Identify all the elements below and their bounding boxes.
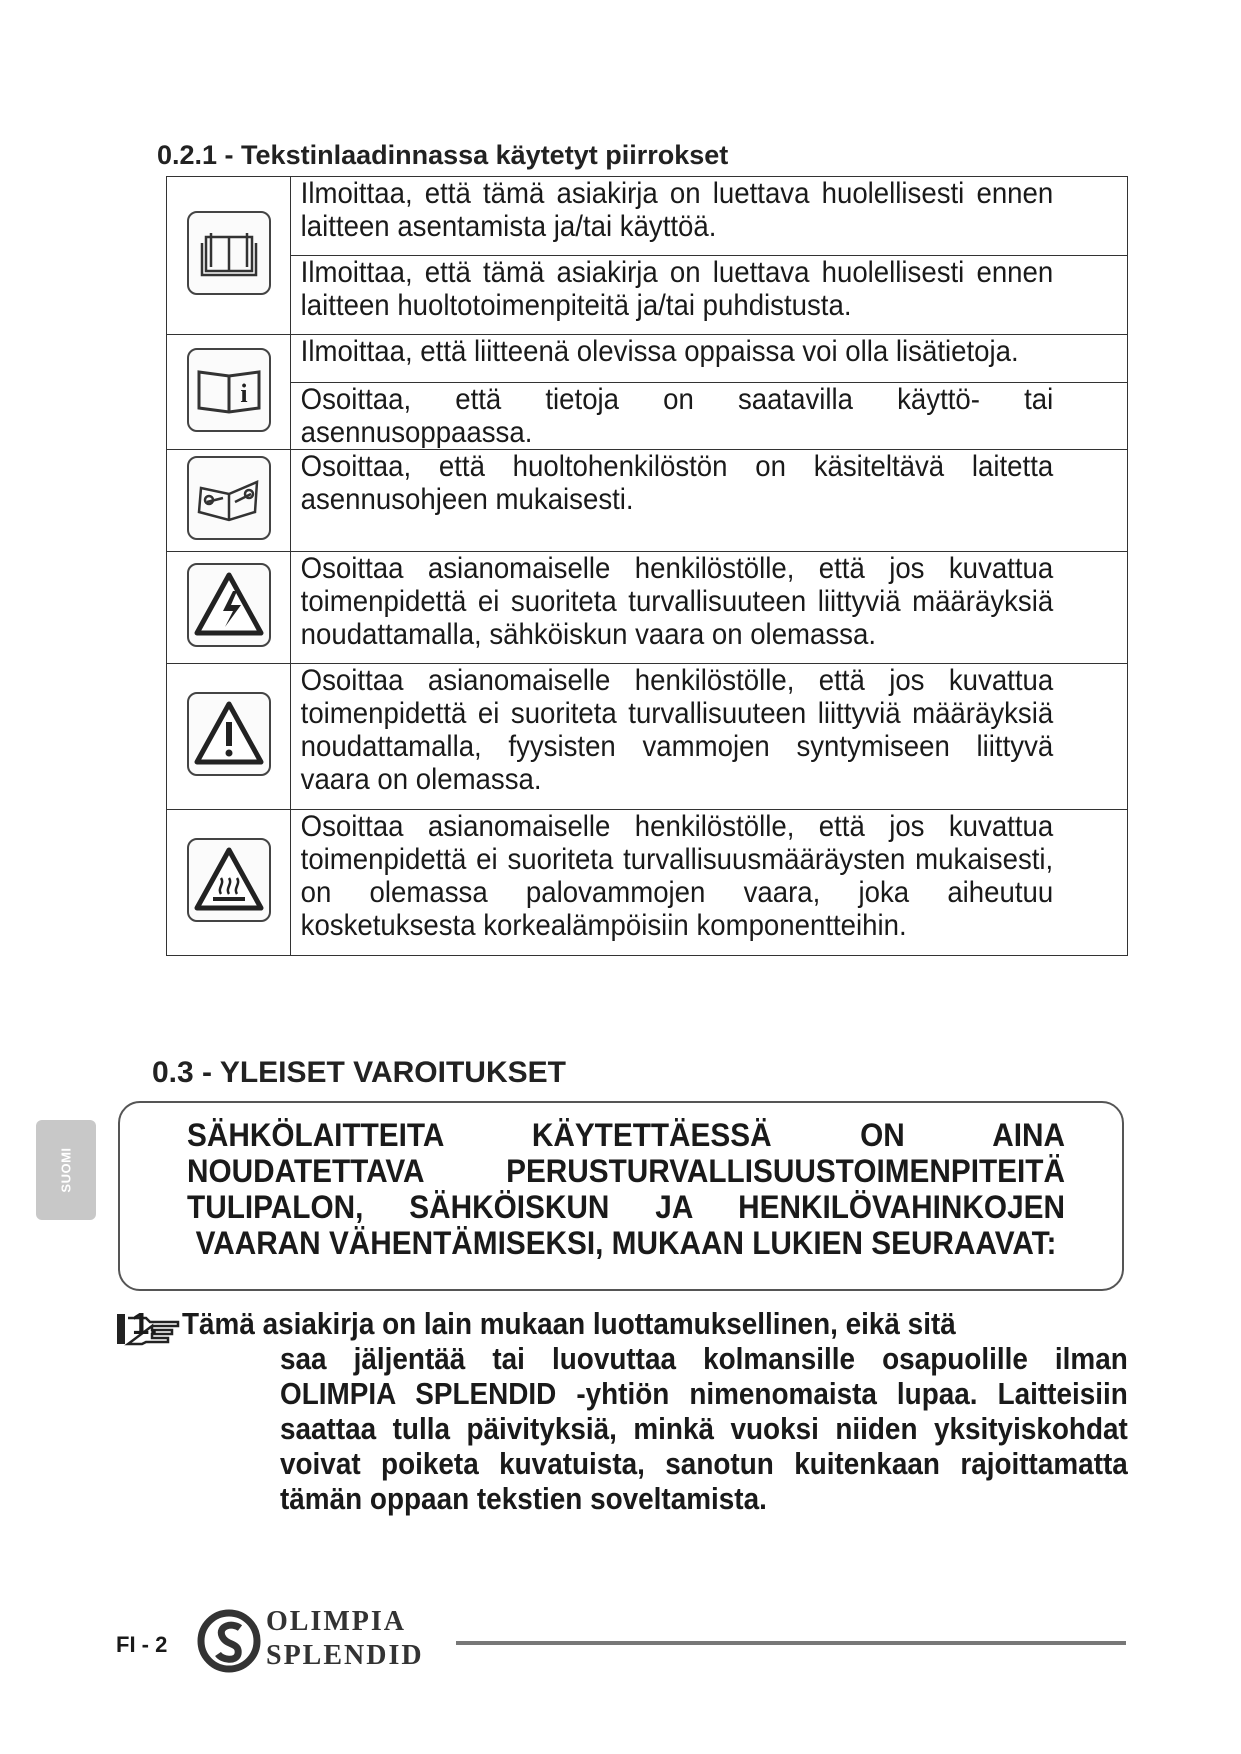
item-first-line: Tämä asiakirja on lain mukaan luottamuksellinen, eikä sitä <box>182 1306 956 1341</box>
page-number: FI - 2 <box>116 1632 168 1657</box>
symbol-description: Ilmoittaa, että liitteenä olevissa oppaissa voi olla lisätietoja. <box>291 335 1061 383</box>
item-number: 1. <box>132 1306 158 1341</box>
hot-surface-icon <box>187 838 271 922</box>
safety-warning-text: SÄHKÖLAITTEITA KÄYTETTÄESSÄ ON AINA NOUDATETTAVA PERUSTURVALLISUUSTOIMENPITEITÄ TULIPALON, SÄHKÖISKUN JA HENKILÖVAHINKOJEN VAARAN VÄHENTÄMISEKSI, MUKAAN LUKIEN SEURAAVAT: <box>187 1117 1065 1261</box>
safety-warning-box <box>118 1101 1124 1291</box>
general-warning-icon <box>187 692 271 776</box>
manual-book-icon <box>187 211 271 295</box>
symbol-cell <box>167 810 291 956</box>
language-tab-label: SUOMI <box>58 1147 74 1193</box>
symbol-description: Osoittaa, että huoltohenkilöstön on käsiteltävä laitetta asennusohjeen mukaisesti. <box>291 450 1061 552</box>
symbol-description: Osoittaa, että tietoja on saatavilla käyttö- tai asennusoppaassa. <box>291 383 1061 450</box>
symbol-description: Osoittaa asianomaiselle henkilöstölle, että jos kuvattua toimenpidettä ei suoriteta turvallisuuteen liittyviä määräyksiä noudattamalla, sähköiskun vaara on olemassa. <box>291 552 1061 664</box>
symbols-table <box>166 176 1128 956</box>
symbol-cell <box>167 177 291 335</box>
olimpia-logo-mark-icon <box>196 1608 262 1674</box>
symbol-cell <box>167 664 291 810</box>
electric-hazard-icon <box>187 563 271 647</box>
language-side-tab <box>36 1120 96 1220</box>
section-heading-symbols: 0.2.1 - Tekstinlaadinnassa käytetyt piirrokset <box>157 140 729 170</box>
section-heading-warnings: 0.3 - YLEISET VAROITUKSET <box>152 1056 566 1089</box>
symbol-description: Ilmoittaa, että tämä asiakirja on luettava huolellisesti ennen laitteen huoltotoimenpiteitä ja/tai puhdistusta. <box>291 256 1061 335</box>
symbol-cell <box>167 552 291 664</box>
brand-name-line1: OLIMPIA <box>266 1606 406 1637</box>
brand-logo <box>196 1604 446 1680</box>
brand-name-line2: SPLENDID <box>266 1640 424 1671</box>
symbol-cell <box>167 450 291 552</box>
footer-divider <box>456 1641 1126 1645</box>
item-body: saa jäljentää tai luovuttaa kolmansille osapuolille ilman OLIMPIA SPLENDID -yhtiön nimenomaista lupaa. Laitteisiin saattaa tulla päivityksiä, minkä vuoksi niiden yksityiskohdat voivat poiketa kuvatuista, sanotun kuitenkaan rajoittamatta tämän oppaan tekstien soveltamista. <box>280 1341 1128 1516</box>
symbol-description: Osoittaa asianomaiselle henkilöstölle, että jos kuvattua toimenpidettä ei suoriteta turvallisuuteen liittyviä määräyksiä noudattamalla, fyysisten vammojen syntymiseen liittyvä vaara on olemassa. <box>291 664 1061 810</box>
info-book-icon <box>187 348 271 432</box>
symbol-cell <box>167 335 291 450</box>
svg-text:i: i <box>239 378 248 408</box>
symbol-description: Ilmoittaa, että tämä asiakirja on luettava huolellisesti ennen laitteen asentamista ja/tai käyttöä. <box>291 177 1061 256</box>
symbol-description: Osoittaa asianomaiselle henkilöstölle, että jos kuvattua toimenpidettä ei suoriteta turvallisuusmääräysten mukaisesti, on olemassa palovammojen vaara, joka aiheutuu kosketuksesta korkealämpöisiin komponentteihin. <box>291 810 1061 956</box>
wrench-book-icon <box>187 456 271 540</box>
